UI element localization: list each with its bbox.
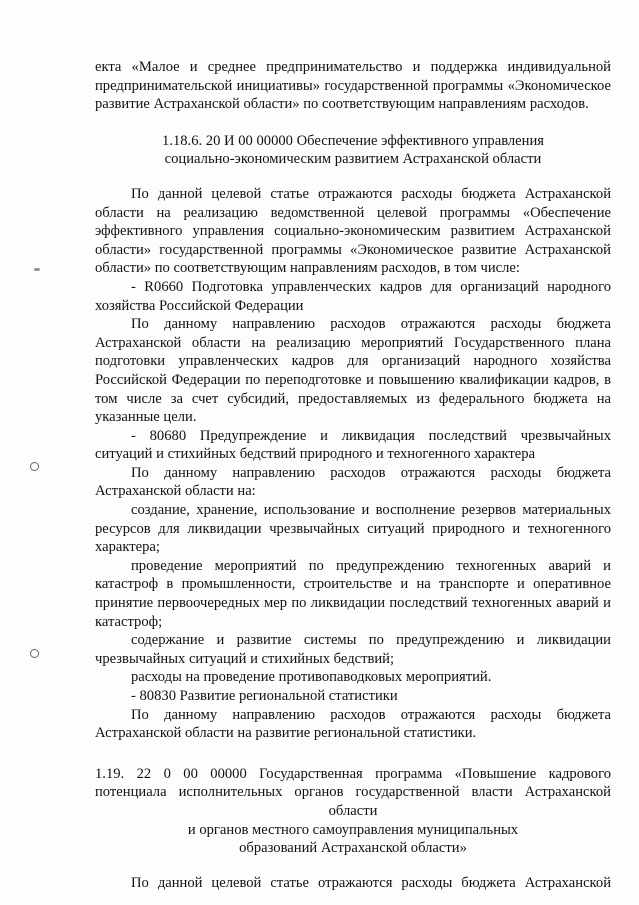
scan-speck <box>34 268 40 271</box>
section-heading-1-19 <box>95 765 611 858</box>
list-item: расходы на проведение противопаводковых мероприятий. <box>131 669 492 686</box>
document-page <box>95 58 611 892</box>
section-heading-1-18-6 <box>95 132 611 169</box>
intro-paragraph: екта «Малое и среднее предпринимательство и поддержка индивидуальной предпринимательской инициативы» государственной программы «Экономическое развитие Астраханской области» по соответствующим направлениям расходов. <box>95 59 611 113</box>
direction-80680: - 80680 Предупреждение и ликвидация последствий чрезвычайных ситуаций и стихийных бедствий природного и техногенного характера <box>95 427 611 463</box>
list-item: создание, хранение, использование и восполнение резервов материальных ресурсов для ликвидации чрезвычайных ситуаций природного и техногенного характера; <box>95 502 611 556</box>
punch-hole-bottom <box>30 649 39 658</box>
paragraph: По данному направлению расходов отражаются расходы бюджета Астраханской области на реализацию мероприятий Государственного плана подготовки управленческих кадров для организаций народного хозяйства Российской Федерации по переподготовке и повышению квалификации кадров, в том числе за счет субсидий, предоставляемых из федерального бюджета на указанные цели. <box>95 316 611 426</box>
direction-80830: - 80830 Развитие региональной статистики <box>131 688 398 704</box>
section-heading-line: социально-экономическим развитием Астраханской области <box>164 151 542 168</box>
list-item: содержание и развитие системы по предупреждению и ликвидации чрезвычайных ситуаций и стихийных бедствий; <box>95 632 611 667</box>
punch-hole-top <box>30 462 39 471</box>
paragraph: По данному направлению расходов отражаются расходы бюджета Астраханской области на развитие региональной статистики. <box>95 706 611 742</box>
section-heading-line: 1.19. 22 0 00 00000 Государственная программа «Повышение кадрового потенциала исполнительных органов государственной власти Астраханской области <box>95 765 611 819</box>
section-heading-line: образований Астраханской области» <box>239 840 467 857</box>
section-heading-line: 1.18.6. 20 И 00 00000 Обеспечение эффективного управления <box>162 132 544 149</box>
direction-r0660: - R0660 Подготовка управленческих кадров для организаций народного хозяйства Российской Федерации <box>95 278 611 314</box>
closing-paragraph: По данной целевой статье отражаются расходы бюджета Астраханской <box>131 874 611 891</box>
list-item: проведение мероприятий по предупреждению техногенных аварий и катастроф в промышленности, строительстве и на транспорте и оперативное принятие первоочередных мер по ликвидации последствий техногенных аварий и катастроф; <box>95 557 611 630</box>
paragraph: По данной целевой статье отражаются расходы бюджета Астраханской области на реализацию ведомственной целевой программы «Обеспечение эффективного управления социально-экономическим развитием Астраханской области» государственной программы «Экономическое развитие Астраханской области» по соответствующим направлениям расходов, в том числе: <box>95 185 611 277</box>
section-heading-line: и органов местного самоуправления муниципальных <box>187 821 519 838</box>
paragraph: По данному направлению расходов отражаются расходы бюджета Астраханской области на: <box>95 464 611 500</box>
